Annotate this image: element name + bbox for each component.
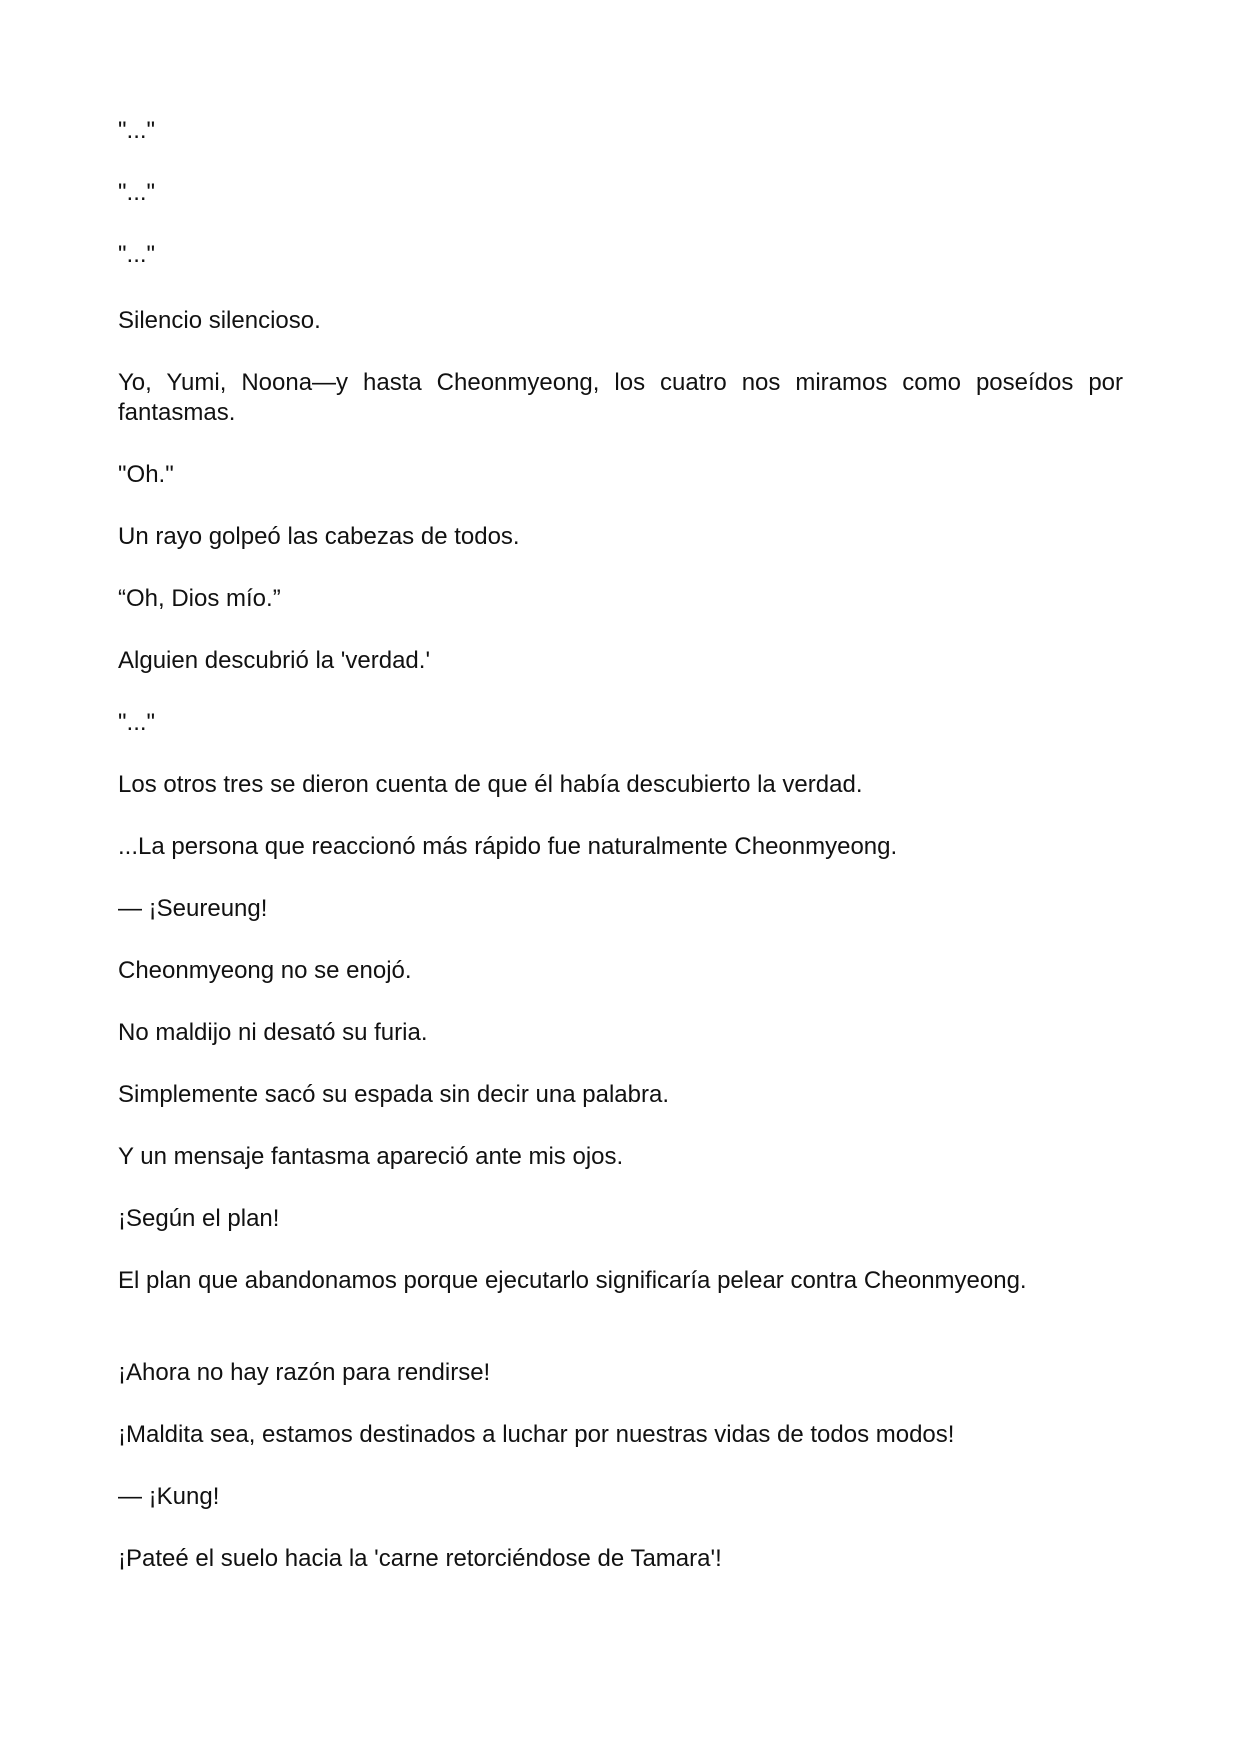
paragraph-5: Yo, Yumi, Noona—y hasta Cheonmyeong, los cuatro nos miramos como poseídos por fantasmas. xyxy=(118,369,1123,426)
paragraph-2: "..." xyxy=(118,179,156,206)
paragraph-23: ¡Pateé el suelo hacia la 'carne retorciéndose de Tamara'! xyxy=(118,1545,722,1572)
paragraph-4: Silencio silencioso. xyxy=(118,307,321,334)
paragraph-17: Y un mensaje fantasma apareció ante mis ojos. xyxy=(118,1143,624,1170)
paragraph-18: ¡Según el plan! xyxy=(118,1205,280,1232)
paragraph-13: — ¡Seureung! xyxy=(118,895,268,922)
paragraph-12: ...La persona que reaccionó más rápido fue naturalmente Cheonmyeong. xyxy=(118,833,898,860)
paragraph-19: El plan que abandonamos porque ejecutarlo significaría pelear contra Cheonmyeong. xyxy=(118,1267,1027,1294)
paragraph-10: "..." xyxy=(118,709,156,736)
paragraph-21: ¡Maldita sea, estamos destinados a luchar por nuestras vidas de todos modos! xyxy=(118,1421,955,1448)
paragraph-22: — ¡Kung! xyxy=(118,1483,220,1510)
paragraph-3: "..." xyxy=(118,241,156,268)
paragraph-6: "Oh." xyxy=(118,461,174,488)
paragraph-7: Un rayo golpeó las cabezas de todos. xyxy=(118,523,520,550)
paragraph-9: Alguien descubrió la 'verdad.' xyxy=(118,647,431,674)
paragraph-11: Los otros tres se dieron cuenta de que él había descubierto la verdad. xyxy=(118,771,863,798)
paragraph-20: ¡Ahora no hay razón para rendirse! xyxy=(118,1359,491,1386)
paragraph-8: “Oh, Dios mío.” xyxy=(118,585,281,612)
paragraph-16: Simplemente sacó su espada sin decir una palabra. xyxy=(118,1081,669,1108)
paragraph-15: No maldijo ni desató su furia. xyxy=(118,1019,428,1046)
paragraph-14: Cheonmyeong no se enojó. xyxy=(118,957,412,984)
paragraph-1: "..." xyxy=(118,117,156,144)
